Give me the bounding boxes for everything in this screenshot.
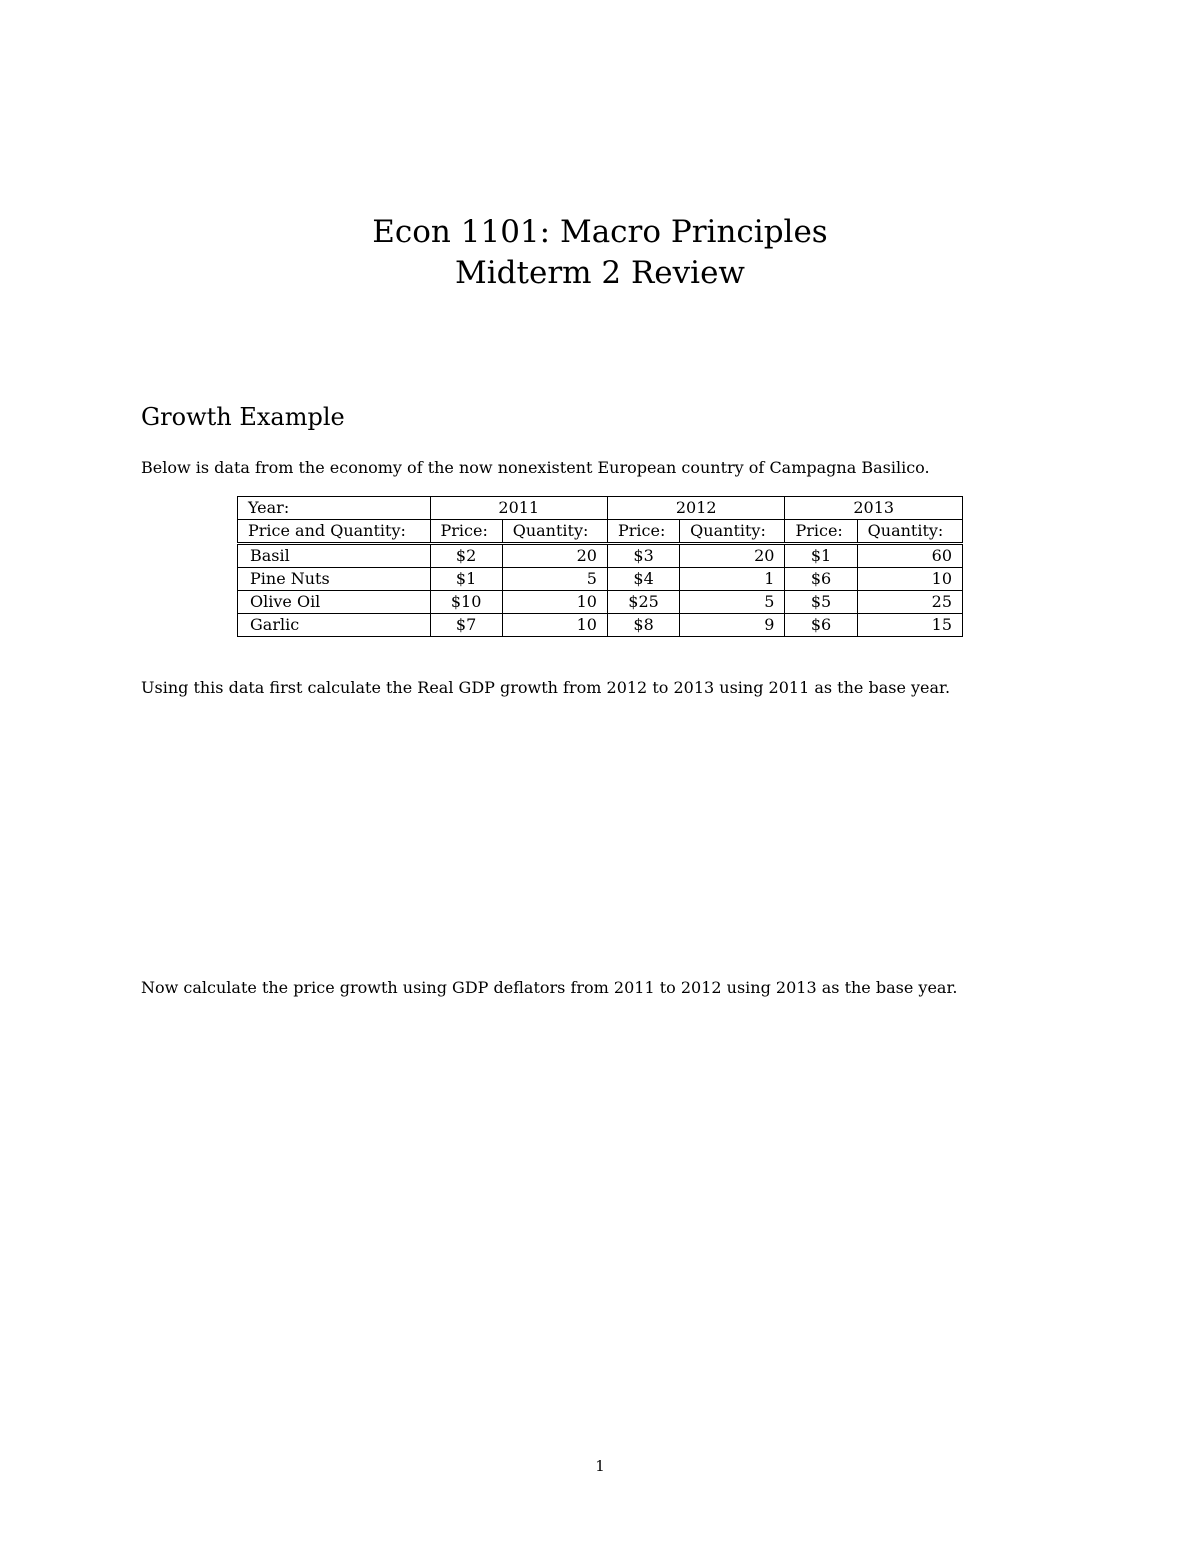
quantity-header-cell: Quantity: bbox=[502, 520, 607, 544]
price-cell: $3 bbox=[607, 544, 679, 568]
price-cell: $10 bbox=[430, 591, 502, 614]
price-cell: $25 bbox=[607, 591, 679, 614]
pq-label-cell: Price and Quantity: bbox=[238, 520, 431, 544]
item-name-cell: Garlic bbox=[238, 614, 431, 637]
quantity-cell: 20 bbox=[680, 544, 785, 568]
question-2: Now calculate the price growth using GDP deflators from 2011 to 2012 using 2013 as the base year. bbox=[141, 978, 958, 997]
quantity-cell: 5 bbox=[680, 591, 785, 614]
price-quantity-table bbox=[237, 496, 963, 637]
table-row bbox=[238, 544, 963, 568]
quantity-cell: 5 bbox=[502, 568, 607, 591]
year-cell: 2013 bbox=[785, 497, 963, 520]
item-name-cell: Olive Oil bbox=[238, 591, 431, 614]
section-heading: Growth Example bbox=[141, 403, 345, 431]
price-cell: $6 bbox=[785, 568, 857, 591]
intro-paragraph: Below is data from the economy of the now nonexistent European country of Campagna Basilico. bbox=[141, 458, 930, 477]
item-name-cell: Basil bbox=[238, 544, 431, 568]
quantity-cell: 10 bbox=[857, 568, 962, 591]
price-cell: $1 bbox=[785, 544, 857, 568]
title-line-1: Econ 1101: Macro Principles bbox=[372, 214, 828, 250]
quantity-cell: 60 bbox=[857, 544, 962, 568]
quantity-cell: 1 bbox=[680, 568, 785, 591]
table-row bbox=[238, 614, 963, 637]
price-cell: $5 bbox=[785, 591, 857, 614]
quantity-cell: 20 bbox=[502, 544, 607, 568]
year-label-cell: Year: bbox=[238, 497, 431, 520]
price-header-cell: Price: bbox=[607, 520, 679, 544]
price-header-cell: Price: bbox=[430, 520, 502, 544]
table-header-pq-row bbox=[238, 520, 963, 544]
price-cell: $6 bbox=[785, 614, 857, 637]
table-row bbox=[238, 568, 963, 591]
quantity-cell: 9 bbox=[680, 614, 785, 637]
table-row bbox=[238, 591, 963, 614]
question-1: Using this data first calculate the Real GDP growth from 2012 to 2013 using 2011 as the base year. bbox=[141, 678, 951, 697]
page-number: 1 bbox=[595, 1457, 605, 1475]
price-cell: $4 bbox=[607, 568, 679, 591]
year-cell: 2011 bbox=[430, 497, 607, 520]
price-cell: $8 bbox=[607, 614, 679, 637]
quantity-header-cell: Quantity: bbox=[680, 520, 785, 544]
quantity-cell: 25 bbox=[857, 591, 962, 614]
item-name-cell: Pine Nuts bbox=[238, 568, 431, 591]
quantity-cell: 15 bbox=[857, 614, 962, 637]
price-cell: $7 bbox=[430, 614, 502, 637]
quantity-cell: 10 bbox=[502, 591, 607, 614]
quantity-cell: 10 bbox=[502, 614, 607, 637]
document-title bbox=[0, 212, 1200, 294]
quantity-header-cell: Quantity: bbox=[857, 520, 962, 544]
price-header-cell: Price: bbox=[785, 520, 857, 544]
price-cell: $2 bbox=[430, 544, 502, 568]
year-cell: 2012 bbox=[607, 497, 784, 520]
table-header-year-row bbox=[238, 497, 963, 520]
title-line-2: Midterm 2 Review bbox=[455, 255, 745, 291]
price-cell: $1 bbox=[430, 568, 502, 591]
